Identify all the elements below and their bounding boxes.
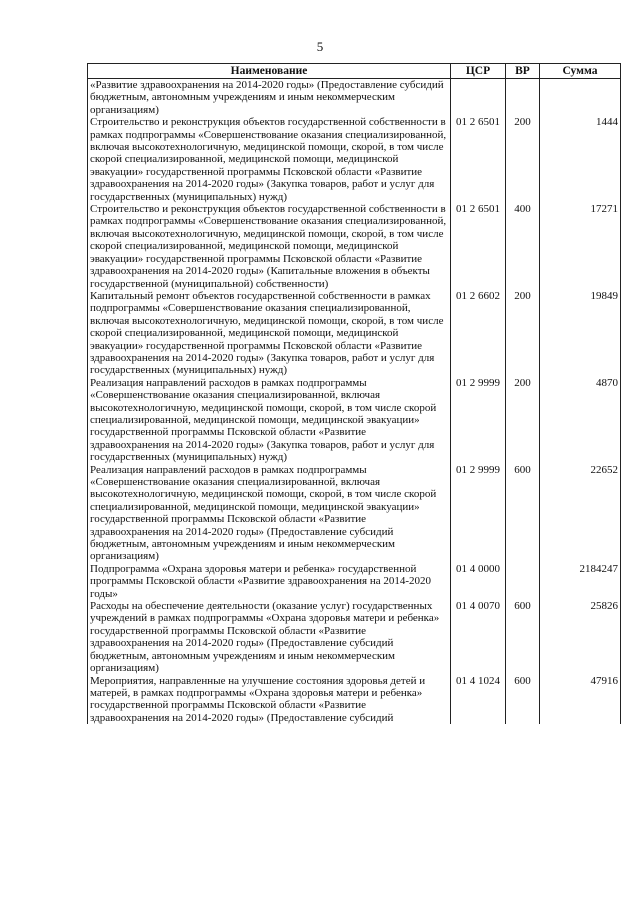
table-row [88,79,621,117]
row-sum: 22652 [540,464,621,563]
row-vr: 600 [506,464,540,563]
row-name: Строительство и реконструкция объектов государственной собственности в рамках подпрограммы «Совершенствование оказания специализированной, включая высокотехнологичную, медицинской помощи, скорой, в том числе скорой специализированной, медицинской помощи, медицинской эвакуации» государственной программы Псковской области «Развитие здравоохранения на 2014-2020 годы» (Капитальные вложения в объекты государственной (муниципальной) собственности) [88,203,451,290]
row-vr: 400 [506,203,540,290]
row-sum: 1444 [540,116,621,203]
row-csr: 01 2 6602 [451,290,506,377]
row-csr: 01 4 1024 [451,675,506,725]
row-name: Мероприятия, направленные на улучшение состояния здоровья детей и матерей, в рамках подпрограммы «Охрана здоровья матери и ребенка» государственной программы Псковской области «Развитие здравоохранения на 2014-2020 годы» (Предоставление субсидий [88,675,451,725]
row-sum: 25826 [540,600,621,674]
budget-table [87,63,621,724]
row-vr: 600 [506,675,540,725]
row-csr: 01 2 6501 [451,203,506,290]
row-csr [451,79,506,117]
table-row [88,290,621,377]
row-name: Строительство и реконструкция объектов государственной собственности в рамках подпрограммы «Совершенствование оказания специализированной, включая высокотехнологичную, медицинской помощи, скорой, в том числе скорой специализированной, медицинской помощи, медицинской эвакуации» государственной программы Псковской области «Развитие здравоохранения на 2014-2020 годы» (Закупка товаров, работ и услуг для государственных (муниципальных) нужд) [88,116,451,203]
table-header-row [88,64,621,79]
table-row [88,600,621,674]
row-csr: 01 2 9999 [451,464,506,563]
row-vr: 200 [506,116,540,203]
row-name: Подпрограмма «Охрана здоровья матери и ребенка» государственной программы Псковской области «Развитие здравоохранения на 2014-2020 годы» [88,563,451,600]
row-name: Капитальный ремонт объектов государственной собственности в рамках подпрограммы «Совершенствование оказания специализированной, включая высокотехнологичную, медицинской помощи, скорой, в том числе скорой специализированной, медицинской помощи, медицинской эвакуации» государственной программы Псковской области «Развитие здравоохранения на 2014-2020 годы» (Закупка товаров, работ и услуг для государственных (муниципальных) нужд) [88,290,451,377]
row-csr: 01 2 9999 [451,377,506,464]
row-sum: 17271 [540,203,621,290]
row-vr [506,563,540,600]
row-name: Реализация направлений расходов в рамках подпрограммы «Совершенствование оказания специализированной, включая высокотехнологичную, медицинской помощи, скорой, в том числе скорой специализированной, медицинской помощи, медицинской эвакуации» государственной программы Псковской области «Развитие здравоохранения на 2014-2020 годы» (Предоставление субсидий бюджетным, автономным учреждениям и иным некоммерческим организациям) [88,464,451,563]
row-csr: 01 4 0000 [451,563,506,600]
row-sum: 19849 [540,290,621,377]
table-row [88,116,621,203]
row-csr: 01 4 0070 [451,600,506,674]
table-row [88,377,621,464]
row-sum: 47916 [540,675,621,725]
table-row [88,464,621,563]
table-row [88,563,621,600]
row-vr: 600 [506,600,540,674]
page-number: 5 [316,39,324,54]
row-sum: 2184247 [540,563,621,600]
row-name: Расходы на обеспечение деятельности (оказание услуг) государственных учреждений в рамках подпрограммы «Охрана здоровья матери и ребенка» государственной программы Псковской области «Развитие здравоохранения на 2014-2020 годы» (Предоставление субсидий бюджетным, автономным учреждениям и иным некоммерческим организациям) [88,600,451,674]
column-header-csr: ЦСР [451,64,506,79]
row-vr [506,79,540,117]
row-name: Реализация направлений расходов в рамках подпрограммы «Совершенствование оказания специализированной, включая высокотехнологичную, медицинской помощи, скорой, в том числе скорой специализированной, медицинской помощи, медицинской эвакуации» государственной программы Псковской области «Развитие здравоохранения на 2014-2020 годы» (Закупка товаров, работ и услуг для государственных (муниципальных) нужд) [88,377,451,464]
column-header-sum: Сумма [540,64,621,79]
row-sum [540,79,621,117]
row-sum: 4870 [540,377,621,464]
table-row [88,675,621,725]
column-header-vr: ВР [506,64,540,79]
row-name: «Развитие здравоохранения на 2014-2020 годы» (Предоставление субсидий бюджетным, автономным учреждениям и иным некоммерческим организациям) [88,79,451,117]
table-row [88,203,621,290]
column-header-name: Наименование [88,64,451,79]
row-vr: 200 [506,290,540,377]
row-csr: 01 2 6501 [451,116,506,203]
row-vr: 200 [506,377,540,464]
